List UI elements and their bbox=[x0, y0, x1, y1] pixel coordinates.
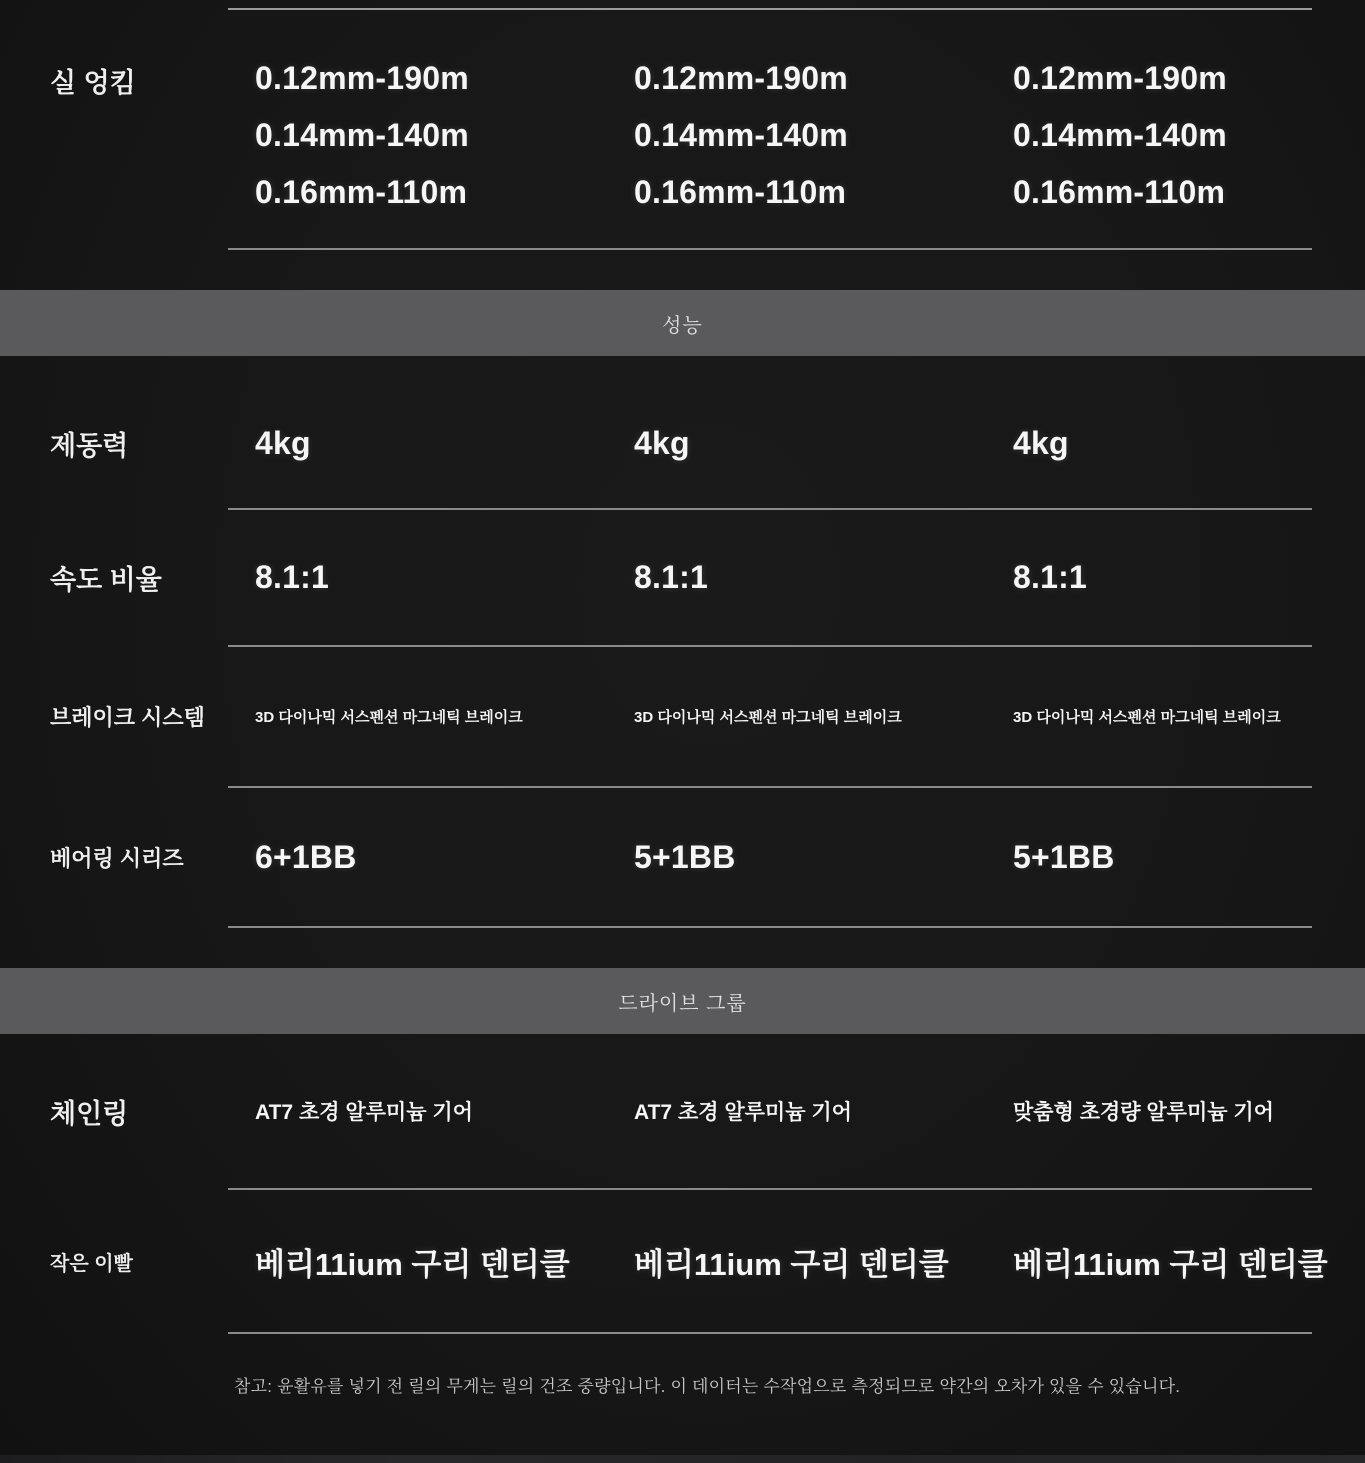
spec-value: 4kg bbox=[1013, 424, 1069, 461]
footnote: 참고: 윤활유를 넣기 전 릴의 무게는 릴의 건조 중량입니다. 이 데이터는 수작업으로 측정되므로 약간의 오차가 있을 수 있습니다. bbox=[234, 1377, 1181, 1396]
spec-value: 0.12mm-190m bbox=[255, 60, 469, 96]
spec-value: AT7 초경 알루미늄 기어 bbox=[634, 1101, 852, 1124]
spec-value: 0.16mm-110m bbox=[634, 174, 847, 210]
section-header-performance bbox=[0, 290, 1365, 356]
spec-value: 8.1:1 bbox=[255, 559, 329, 595]
section-title: 드라이브 그룹 bbox=[618, 992, 747, 1015]
line-capacity-col-2 bbox=[607, 10, 986, 221]
spec-value: 8.1:1 bbox=[1013, 559, 1087, 595]
row-label-braking-force: 제동력 bbox=[50, 430, 129, 461]
footnote-container bbox=[0, 1334, 1365, 1455]
spec-row-speed-ratio bbox=[0, 510, 1365, 645]
section-header-drive-group bbox=[0, 968, 1365, 1034]
row-label-brake-system: 브레이크 시스템 bbox=[50, 705, 205, 730]
spec-row-bearing-series bbox=[0, 788, 1365, 926]
spec-value: 3D 다이나믹 서스펜션 마그네틱 브레이크 bbox=[255, 709, 523, 726]
spec-value: 0.12mm-190m bbox=[1013, 60, 1227, 96]
spec-row-line-capacity bbox=[0, 10, 1365, 248]
spec-value: 5+1BB bbox=[634, 838, 736, 875]
row-label-chainring: 체인링 bbox=[50, 1098, 129, 1129]
row-label-speed-ratio: 속도 비율 bbox=[50, 565, 162, 595]
spec-row-small-teeth bbox=[0, 1190, 1365, 1332]
spec-value: 0.14mm-140m bbox=[634, 117, 848, 153]
spec-value: 베리11ium 구리 덴티클 bbox=[634, 1246, 949, 1282]
row-label-bearing-series: 베어링 시리즈 bbox=[50, 845, 184, 871]
spec-value: 베리11ium 구리 덴티클 bbox=[1013, 1246, 1328, 1282]
line-capacity-col-1 bbox=[228, 10, 607, 221]
row-label-line-capacity: 실 엉킴 bbox=[50, 68, 136, 98]
spec-value: 0.16mm-110m bbox=[1013, 174, 1226, 210]
row-label-small-teeth: 작은 이빨 bbox=[50, 1252, 133, 1275]
spec-value: 5+1BB bbox=[1013, 838, 1115, 875]
spec-value: 3D 다이나믹 서스펜션 마그네틱 브레이크 bbox=[1013, 709, 1281, 726]
spec-value: 6+1BB bbox=[255, 838, 357, 875]
spec-value: 8.1:1 bbox=[634, 559, 708, 595]
spec-row-braking-force bbox=[0, 356, 1365, 508]
spec-value: 0.16mm-110m bbox=[255, 174, 468, 210]
spacer bbox=[0, 928, 1365, 968]
spec-value: 0.12mm-190m bbox=[634, 60, 848, 96]
spec-row-chainring bbox=[0, 1034, 1365, 1188]
spec-row-brake-system bbox=[0, 647, 1365, 786]
spec-value: 0.14mm-140m bbox=[255, 117, 469, 153]
line-capacity-col-3 bbox=[986, 10, 1365, 221]
spec-value: 맞춤형 초경량 알루미늄 기어 bbox=[1013, 1101, 1274, 1124]
spec-value: 베리11ium 구리 덴티클 bbox=[255, 1246, 570, 1282]
spec-value: 3D 다이나믹 서스펜션 마그네틱 브레이크 bbox=[634, 709, 902, 726]
spec-value: 4kg bbox=[634, 424, 690, 461]
spacer bbox=[0, 250, 1365, 290]
spec-value: 0.14mm-140m bbox=[1013, 117, 1227, 153]
section-title: 성능 bbox=[662, 314, 703, 337]
spec-value: 4kg bbox=[255, 424, 311, 461]
spec-value: AT7 초경 알루미늄 기어 bbox=[255, 1101, 473, 1124]
bottom-strip bbox=[0, 1455, 1365, 1463]
